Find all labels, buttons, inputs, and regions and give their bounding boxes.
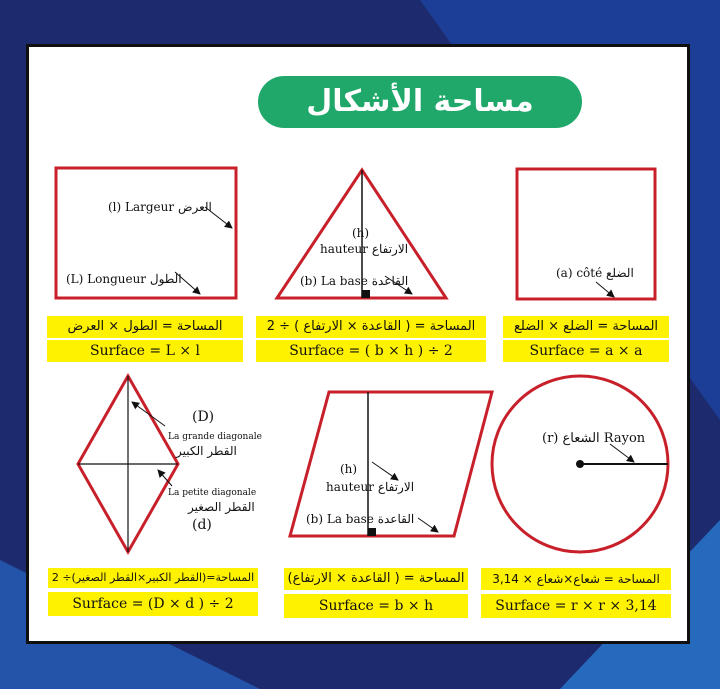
parallelogram-base-label: (b) La base القاعدة xyxy=(306,512,415,526)
parallelogram-h-symbol: (h) xyxy=(340,462,358,476)
rhombus-formula-ar: المساحة=(القطر الكبير×القطر الصغير)÷ 2 xyxy=(48,568,258,588)
parallelogram-height-label: hauteur الارتفاع xyxy=(326,480,415,494)
parallelogram-formula-ar: المساحة = ( القاعدة × الارتفاع) xyxy=(284,568,468,590)
rhombus-formula-fr: Surface = (D × d ) ÷ 2 xyxy=(48,592,258,616)
rhombus-large-diag-fr: La grande diagonale xyxy=(168,432,262,442)
square-formula-ar: المساحة = الضلع × الضلع xyxy=(503,316,669,338)
rectangle-formula-ar: المساحة = الطول × العرض xyxy=(47,316,243,338)
rhombus-d-symbol: (d) xyxy=(192,517,212,533)
rhombus-D-symbol: (D) xyxy=(192,409,215,425)
square-side-label: (a) côté الضلع xyxy=(556,266,634,280)
circle-shape xyxy=(492,376,668,552)
page-title: مساحة الأشكال الاعتيادية xyxy=(258,76,582,128)
rhombus-small-diag-fr: La petite diagonale xyxy=(168,488,257,498)
triangle-height-label: hauteur الارتفاع xyxy=(320,242,409,256)
parallelogram-formula-fr: Surface = b × h xyxy=(284,594,468,618)
rhombus-large-diag-ar: القطر الكبير xyxy=(176,444,237,458)
square-formula-fr: Surface = a × a xyxy=(503,340,669,362)
triangle-formula-fr: Surface = ( b × h ) ÷ 2 xyxy=(256,340,486,362)
circle-formula-ar: المساحة = شعاع×شعاع × 3,14 xyxy=(481,568,671,590)
rectangle-length-label: (L) Longueur الطول xyxy=(66,272,182,286)
rhombus-small-diag-ar: القطر الصغير xyxy=(188,500,255,514)
circle-formula-fr: Surface = r × r × 3,14 xyxy=(481,594,671,618)
rectangle-formula-fr: Surface = L × l xyxy=(47,340,243,362)
triangle-base-label: (b) La base القاعدة xyxy=(300,274,409,288)
rhombus-shape xyxy=(78,376,178,552)
circle-radius-label: (r) الشعاع Rayon xyxy=(542,431,646,446)
triangle-h-symbol: (h) xyxy=(352,226,370,240)
triangle-formula-ar: المساحة = ( القاعدة × الارتفاع ) ÷ 2 xyxy=(256,316,486,338)
rectangle-width-label: (l) Largeur العرض xyxy=(108,200,212,214)
